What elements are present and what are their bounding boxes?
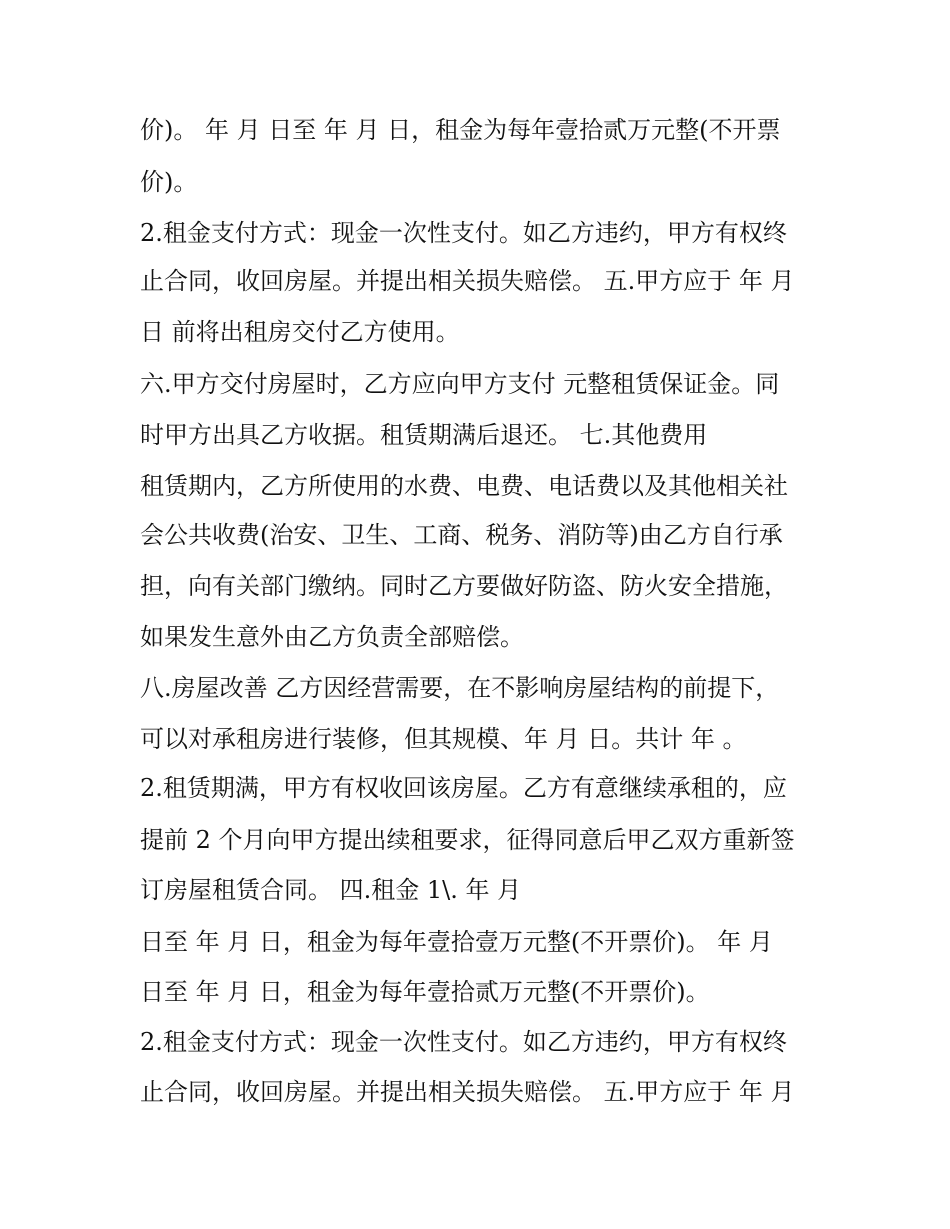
text-line: 可以对承租房进行装修，但其规模、年 月 日。共计 年 。: [140, 725, 747, 753]
text-line: 价)。 年 月 日至 年 月 日，租金为每年壹拾贰万元整(不开票: [140, 116, 781, 144]
text-line: 六.甲方交付房屋时，乙方应向甲方支付 元整租赁保证金。同: [140, 370, 780, 398]
text-line: 2.租金支付方式：现金一次性支付。如乙方违约，甲方有权终: [140, 1028, 787, 1056]
text-line: 2.租赁期满，甲方有权收回该房屋。乙方有意继续承租的，应: [140, 774, 787, 802]
text-line: 如果发生意外由乙方负责全部赔偿。: [140, 623, 524, 651]
text-line: 止合同，收回房屋。并提出相关损失赔偿。 五.甲方应于 年 月: [140, 267, 795, 295]
text-line: 担，向有关部门缴纳。同时乙方要做好防盗、防火安全措施，: [140, 572, 788, 600]
text-line: 时甲方出具乙方收据。租赁期满后退还。 七.其他费用: [140, 421, 708, 449]
text-line: 订房屋租赁合同。 四.租金 1\. 年 月: [140, 876, 522, 904]
text-line: 2.租金支付方式：现金一次性支付。如乙方违约，甲方有权终: [140, 219, 787, 247]
text-line: 会公共收费(治安、卫生、工商、税务、消防等)由乙方自行承: [140, 521, 783, 549]
text-line: 日 前将出租房交付乙方使用。: [140, 318, 460, 346]
text-line: 日至 年 月 日，租金为每年壹拾壹万元整(不开票价)。 年 月: [140, 928, 773, 956]
text-line: 提前 2 个月向甲方提出续租要求，征得同意后甲乙双方重新签: [140, 826, 795, 854]
text-line: 价)。: [140, 168, 198, 196]
text-line: 八.房屋改善 乙方因经营需要，在不影响房屋结构的前提下，: [140, 674, 780, 702]
text-line: 止合同，收回房屋。并提出相关损失赔偿。 五.甲方应于 年 月: [140, 1078, 795, 1106]
text-line: 租赁期内，乙方所使用的水费、电费、电话费以及其他相关社: [140, 472, 788, 500]
text-line: 日至 年 月 日，租金为每年壹拾贰万元整(不开票价)。: [140, 978, 710, 1006]
